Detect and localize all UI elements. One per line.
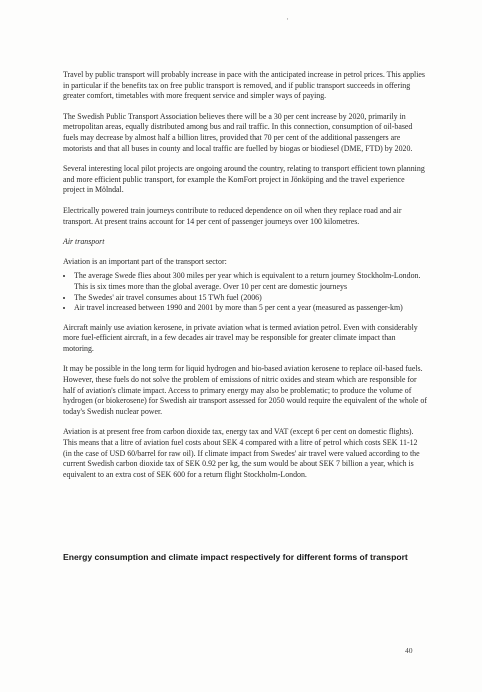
paragraph-public-transport-association: The Swedish Public Transport Association believes there will be a 30 per cent increase by 2020, primarily in metropolitan areas, equally distributed among bus and rail traffic. In this connection, consumption of oil-based fuels may decrease by almost half a billion litres, provided that 70 per cent of the additional passengers are motorists and that all buses in county and local traffic are fuelled by biogas or biodiesel (DME, FTD) by 2020. bbox=[63, 111, 413, 153]
paragraph-aviation-tax: Aviation is at present free from carbon dioxide tax, energy tax and VAT (except 6 per cent on domestic flights). This means that a litre of aviation fuel costs about SEK 4 compared with a litre of petrol which costs SEK 11-12 (in the case of USD 60/barrel for raw oil). If climate impact from Swedes' air travel were valued according to the current Swedish carbon dioxide tax of SEK 0.92 per kg, the sum would be about SEK 7 billion a year, which is equivalent to an extra cost of SEK 600 for a return flight Stockholm-London. bbox=[63, 427, 420, 479]
paragraph-train-journeys: Electrically powered train journeys contribute to reduced dependence on oil when they replace road and air transport. At present trains account for 14 per cent of passenger journeys over 100 kilometres. bbox=[63, 205, 402, 226]
paragraph-public-transport: Travel by public transport will probably increase in pace with the anticipated increase in petrol prices. This applies in particular if the benefits tax on free public transport is removed, and if public transport succeeds in offering greater comfort, timetables with more frequent service and simpler ways of paying. bbox=[63, 70, 425, 101]
list-item: • The Swedes' air travel consumes about 15 TWh fuel (2006) bbox=[74, 293, 428, 304]
corner-mark: · bbox=[286, 14, 289, 24]
air-transport-heading: Air transport bbox=[63, 237, 105, 247]
paragraph-pilot-projects: Several interesting local pilot projects are ongoing around the country, relating to transport efficient town planning and more efficient public transport, for example the KomFort project in Jönköping and the travel experience project in Mölndal. bbox=[63, 164, 425, 195]
section-title: Energy consumption and climate impact respectively for different forms of transport bbox=[63, 552, 408, 562]
page-number: 40 bbox=[405, 646, 413, 655]
air-intro: Aviation is an important part of the transport sector: bbox=[63, 256, 227, 266]
list-item: • The average Swede flies about 300 miles per year which is equivalent to a return journey Stockholm-London. This is six times more than the global average. Over 10 per cent are domestic journeys bbox=[74, 271, 428, 292]
list-item: • Air travel increased between 1990 and 2001 by more than 5 per cent a year (measured as passenger-km) bbox=[74, 303, 428, 314]
paragraph-hydrogen: It may be possible in the long term for liquid hydrogen and bio-based aviation kerosene to replace oil-based fuels. However, these fuels do not solve the problem of emissions of nitric oxides and steam which are responsible for half of aviation's climate impact. Access to primary energy may also be problematic; to produce the volume of hydrogen (or biokerosene) for Swedish air transport assessed for 2050 would require the equivalent of the whole of today's Swedish nuclear power. bbox=[63, 364, 427, 416]
paragraph-aviation-kerosene: Aircraft mainly use aviation kerosene, in private aviation what is termed aviation petrol. Even with considerably more fuel-efficient aircraft, in a few decades air travel may be responsible for greater climate impact than motoring. bbox=[63, 322, 418, 353]
air-bullet-list bbox=[63, 271, 428, 313]
body-text bbox=[63, 70, 428, 490]
